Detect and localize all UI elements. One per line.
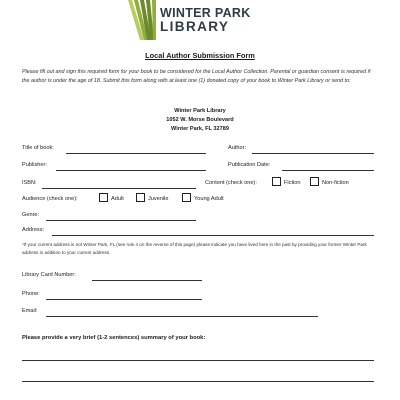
- content-label: Content (check one):: [205, 180, 257, 186]
- address-label: Address:: [22, 227, 45, 233]
- phone-field[interactable]: [46, 299, 202, 300]
- publication-date-field[interactable]: [282, 170, 374, 171]
- author-field[interactable]: [252, 153, 374, 154]
- address-field[interactable]: [52, 235, 374, 236]
- email-field[interactable]: [46, 316, 318, 317]
- isbn-field[interactable]: [42, 188, 196, 189]
- fiction-checkbox[interactable]: [272, 177, 281, 186]
- publication-date-label: Publication Date:: [228, 162, 271, 168]
- address-line3: Winter Park, FL 32789: [171, 126, 229, 132]
- library-card-label: Library Card Number:: [22, 272, 76, 278]
- logo-stripes: [128, 0, 156, 40]
- address-line2: 1052 W. Morse Boulevard: [166, 117, 234, 123]
- author-label: Author:: [228, 145, 247, 151]
- address-note: *If your current address is not Winter Park, FL (see rule 4 on the reverse of this page) please indicate you have lived here in the past by providing your former Winter Park address in addition to your current address.: [22, 242, 367, 255]
- nonfiction-label: Non-fiction: [322, 180, 349, 186]
- summary-prompt: Please provide a very brief (1-2 sentences) summary of your book:: [22, 335, 206, 341]
- audience-label: Audience (check one):: [22, 196, 78, 202]
- nonfiction-checkbox[interactable]: [310, 177, 319, 186]
- address-line1: Winter Park Library: [174, 108, 226, 114]
- isbn-label: ISBN:: [22, 180, 37, 186]
- title-of-book-label: Title of book:: [22, 145, 54, 151]
- summary-line-1[interactable]: [22, 360, 374, 361]
- phone-label: Phone:: [22, 291, 40, 297]
- summary-line-2[interactable]: [22, 381, 374, 382]
- juvenile-checkbox[interactable]: [136, 193, 145, 202]
- publisher-field[interactable]: [56, 170, 206, 171]
- juvenile-label: Juvenile: [148, 196, 169, 202]
- fiction-label: Fiction: [284, 180, 301, 186]
- young-adult-label: Young Adult: [194, 196, 224, 202]
- title-of-book-field[interactable]: [66, 153, 206, 154]
- genre-field[interactable]: [46, 220, 196, 221]
- logo-line1: WINTER PARK: [160, 6, 251, 20]
- form-intro: Please fill out and sign this required form for your book to be considered for the Local Author Collection. Parental or guardian consent is required if the author is under the age of 18. Submit this form along with at least one (1) donated copy of your book to Winter Park Library or send to:: [22, 69, 371, 84]
- adult-label: Adult: [111, 196, 124, 202]
- adult-checkbox[interactable]: [99, 193, 108, 202]
- form-title: Local Author Submission Form: [145, 51, 255, 60]
- logo-line2: LIBRARY: [160, 19, 230, 34]
- publisher-label: Publisher:: [22, 162, 47, 168]
- library-card-field[interactable]: [92, 280, 202, 281]
- genre-label: Genre:: [22, 212, 40, 218]
- email-label: Email:: [22, 308, 38, 314]
- logo-wordmark: [160, 6, 251, 34]
- young-adult-checkbox[interactable]: [182, 193, 191, 202]
